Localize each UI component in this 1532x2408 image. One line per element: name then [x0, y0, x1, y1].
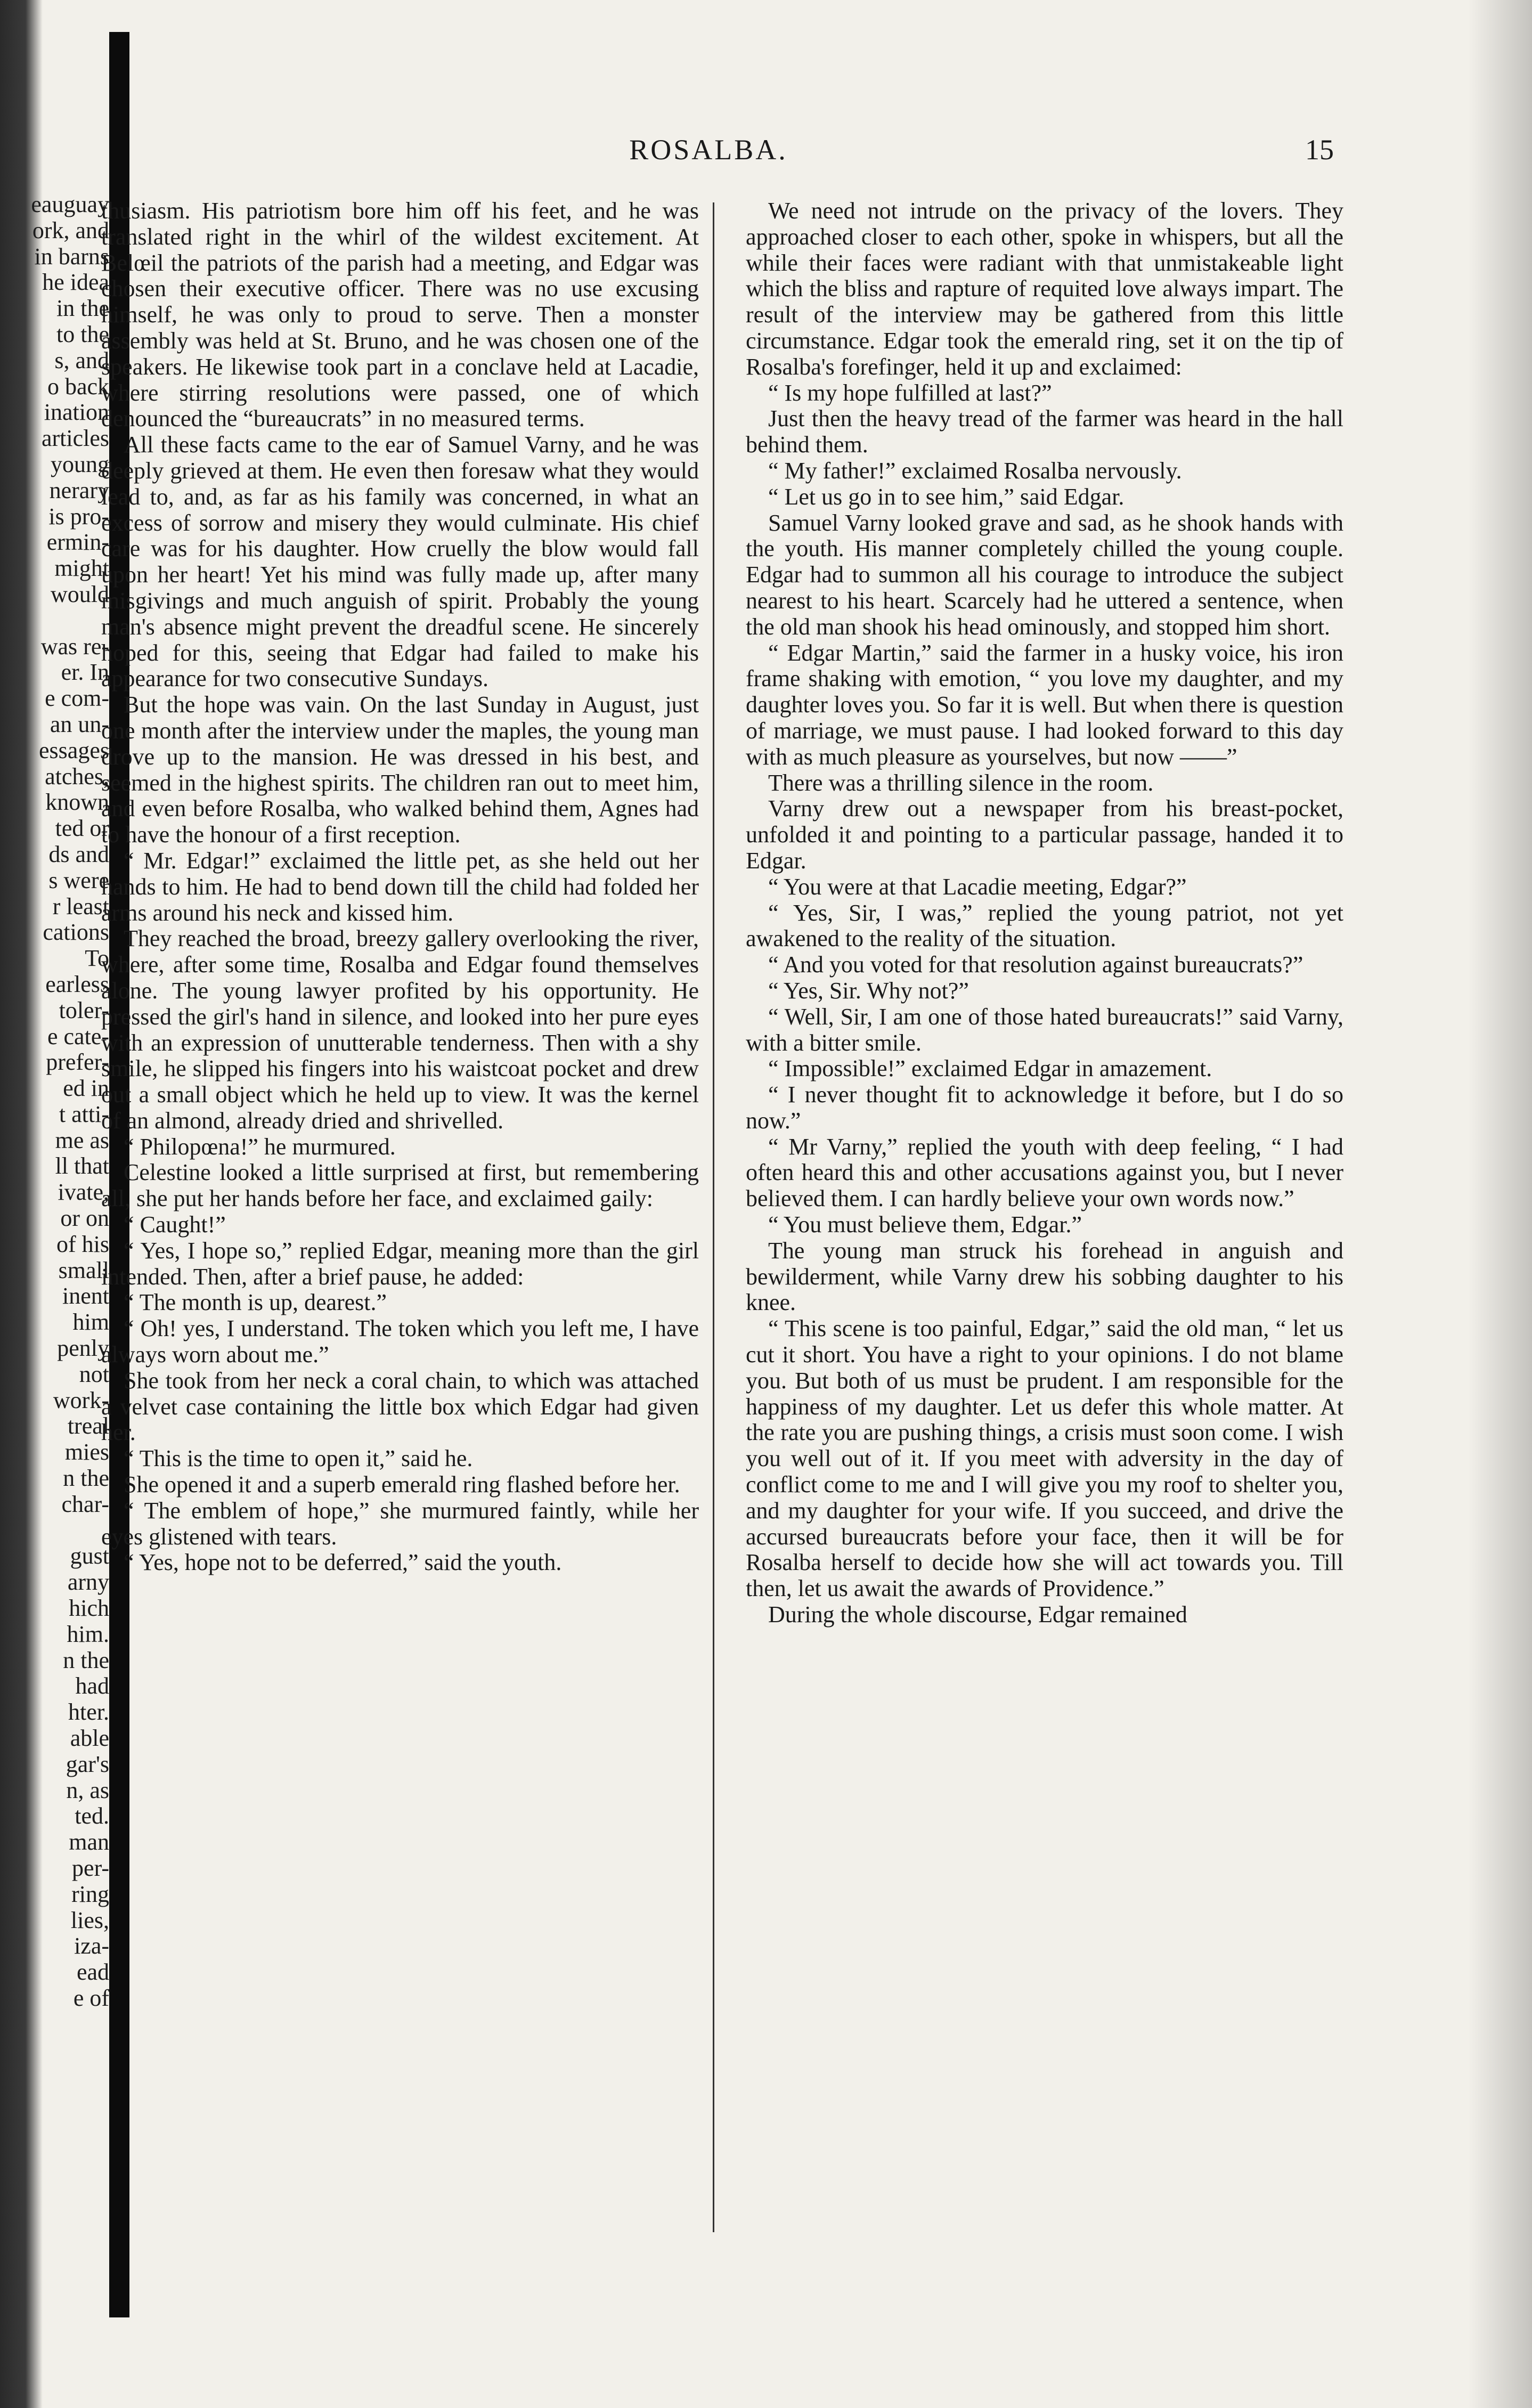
spine-fragment: prefer- — [46, 1049, 109, 1076]
spine-fragment: iza- — [74, 1933, 109, 1959]
running-head: ROSALBA. — [629, 134, 788, 166]
spine-fragment: in barns — [34, 243, 109, 270]
spine-fragment: might — [54, 555, 109, 582]
spine-fragment: inent — [62, 1283, 109, 1309]
paragraph: “ Mr Varny,” replied the youth with deep feeling, “ I had often heard this and other accusations against you, but I never believed them. I can hardly believe your own words now.” — [746, 1133, 1343, 1212]
spine-fragment: hter. — [68, 1699, 109, 1726]
spine-fragment: er. In — [61, 659, 109, 686]
spine-fragment: not — [79, 1361, 109, 1387]
spine-fragment: essages — [39, 737, 109, 763]
spine-fragment: atches, — [45, 763, 109, 790]
spine-fragment: cations — [43, 919, 109, 946]
paragraph: “ Impossible!” exclaimed Edgar in amazement. — [768, 1055, 1212, 1082]
paragraph: “ Yes, I hope so,” replied Edgar, meaning more than the girl intended. Then, after a brief pause, he added: — [101, 1237, 699, 1290]
spine-fragment: articles — [41, 425, 109, 452]
spine-fragment: To — [85, 945, 109, 972]
paragraph: “ This scene is too painful, Edgar,” said the old man, “ let us cut it short. You have a right to your opinions. I do not blame you. But both of us must be prudent. I am responsible for the happiness of my daughter. Let us defer this whole matter. At the rate you are pushing things, a crisis must soon come. I wish you well out of it. If you meet with adversity in the day of conflict come to me and I will give you my roof to shelter you, and my daughter for your wife. If you succeed, and drive the accursed bureaucrats before your face, then it will be for Rosalba herself to decide how she will act towards you. Till then, let us await the awards of Providence.” — [746, 1315, 1343, 1602]
paragraph: “ Mr. Edgar!” exclaimed the little pet, as she held out her hands to him. He had to bend down till the child had folded her arms around his neck and kissed him. — [101, 847, 699, 926]
paragraph: “ You must believe them, Edgar.” — [768, 1211, 1082, 1238]
spine-fragment: ted. — [75, 1803, 109, 1829]
spine-fragment: r least — [52, 893, 109, 920]
spine-fragment: was re- — [40, 633, 109, 660]
spine-fragment: hich — [69, 1595, 109, 1622]
page-number: 15 — [1305, 134, 1334, 166]
paragraph: There was a thrilling silence in the room. — [768, 769, 1154, 796]
paragraph: “ Caught!” — [124, 1211, 226, 1238]
right-column — [746, 198, 1343, 1628]
spine-fragment: penly — [57, 1335, 109, 1362]
spine-fragment: lies, — [70, 1907, 109, 1933]
paragraph: She took from her neck a coral chain, to which was attached a velvet case containing the little box which Edgar had given her. — [101, 1367, 699, 1446]
paragraph: “ This is the time to open it,” said he. — [124, 1445, 473, 1472]
spine-fragment: arny — [67, 1569, 109, 1596]
spine-fragment: he idea — [42, 269, 109, 296]
spine-fragment: e com- — [45, 685, 109, 712]
spine-fragment: is pro- — [48, 503, 109, 530]
spine-fragment: t atti- — [59, 1101, 109, 1127]
spine-fragment: ll that — [55, 1153, 109, 1179]
spine-fragment: gust — [70, 1543, 109, 1569]
paragraph: Celestine looked a little surprised at first, but remembering all, she put her hands before her face, and exclaimed gaily: — [101, 1159, 699, 1212]
spine-fragment: work- — [53, 1387, 109, 1413]
spine-fragment: me as — [55, 1127, 109, 1153]
spine-fragment — [0, 608, 109, 634]
paragraph: We need not intrude on the privacy of the lovers. They approached closer to each other, spoke in whispers, but all the while their faces were radiant with that unmistakeable light which the bliss and rapture of requited love always impart. The result of the interview may be gathered from this little circumstance. Edgar took the emerald ring, set it on the tip of Rosalba's forefinger, held it up and exclaimed: — [746, 198, 1343, 380]
spine-fragment: small — [58, 1257, 109, 1283]
paragraph: “ The emblem of hope,” she murmured faintly, while her eyes glistened with tears. — [101, 1497, 699, 1550]
spine-fragment: n the — [63, 1465, 109, 1492]
paragraph: Just then the heavy tread of the farmer was heard in the hall behind them. — [746, 405, 1343, 458]
paragraph: thusiasm. His patriotism bore him off his feet, and he was translated right in the whirl of the wildest excitement. At Belœil the patriots of the parish had a meeting, and Edgar was chosen their executive officer. There was no use excusing himself, he was only to proud to serve. Then a monster assembly was held at St. Bruno, and he was chosen one of the speakers. He likewise took part in a conclave held at Lacadie, where stirring resolutions were passed, one of which denounced the “bureaucrats” in no measured terms. — [101, 198, 699, 432]
spine-fragment: nerary — [49, 477, 109, 503]
spine-fragment: treal — [67, 1413, 109, 1439]
paragraph: During the whole discourse, Edgar remained — [768, 1601, 1187, 1628]
paragraph: They reached the broad, breezy gallery overlooking the river, where, after some time, Rosalba and Edgar found themselves alone. The young lawyer profited by his opportunity. He pressed the girl's hand in silence, and looked into her pure eyes with an expression of unutterable tenderness. Then with a shy smile, he slipped his fingers into his waistcoat pocket and drew out a small object which he held up to view. It was the kernel of an almond, already dried and shrivelled. — [101, 925, 699, 1134]
spine-fragment: ivate, — [58, 1179, 109, 1206]
spine-fragment: an un- — [50, 711, 109, 737]
paragraph: “ Is my hope fulfilled at last?” — [768, 379, 1052, 406]
previous-page-fragments — [0, 192, 109, 2301]
spine-fragment: ead — [76, 1959, 109, 1986]
paragraph: “ Yes, Sir, I was,” replied the young patriot, not yet awakened to the reality of the situation. — [746, 899, 1343, 952]
paragraph: Varny drew out a newspaper from his breast-pocket, unfolded it and pointing to a particular passage, handed it to Edgar. — [746, 795, 1343, 874]
spine-fragment: him. — [67, 1621, 109, 1647]
spine-fragment: ermin- — [46, 529, 109, 556]
paragraph: “ Philopœna!” he murmured. — [124, 1133, 396, 1160]
spine-fragment: n, as — [66, 1777, 109, 1803]
paragraph: But the hope was vain. On the last Sunday in August, just one month after the interview under the maples, the young man drove up to the mansion. He was dressed in his best, and seemed in the highest spirits. The children ran out to meet him, and even before Rosalba, who walked behind them, Agnes had to have the honour of a first reception. — [101, 692, 699, 848]
paragraph: “ Let us go in to see him,” said Edgar. — [768, 483, 1124, 510]
paragraph: “ Yes, Sir. Why not?” — [768, 977, 969, 1004]
spine-fragment: s, and — [54, 347, 109, 373]
spine-fragment: per- — [72, 1855, 109, 1881]
spine-fragment: gar's — [66, 1751, 109, 1777]
paragraph: The young man struck his forehead in anguish and bewilderment, while Varny drew his sobbing daughter to his knee. — [746, 1237, 1343, 1316]
spine-fragment: eauguay — [31, 192, 109, 217]
paragraph: “ My father!” exclaimed Rosalba nervously. — [768, 457, 1182, 484]
spine-fragment: young — [51, 451, 109, 477]
spine-fragment: o back — [47, 373, 109, 400]
spine-fragment: ed in — [63, 1075, 109, 1102]
spine-fragment: earless — [45, 971, 109, 997]
spine-fragment: e of — [73, 1984, 109, 2011]
spine-fragment: of his — [56, 1231, 109, 1257]
spine-fragment: e cate- — [47, 1023, 109, 1050]
paragraph: “ Edgar Martin,” said the farmer in a husky voice, his iron frame shaking with emotion, “ you love my daughter, and my daughter loves you. So far it is well. But when there is question of marriage, we must pause. I had looked forward to this day with as much pleasure as yourselves, but now ——” — [746, 639, 1343, 770]
spine-fragment: s were — [48, 867, 109, 893]
spine-fragment: ring — [71, 1881, 109, 1907]
paragraph: “ Well, Sir, I am one of those hated bureaucrats!” said Varny, with a bitter smile. — [746, 1003, 1343, 1056]
paragraph: Samuel Varny looked grave and sad, as he shook hands with the youth. His manner completely chilled the young couple. Edgar had to summon all his courage to introduce the subject nearest to his heart. Scarcely had he uttered a sentence, when the old man shook his head ominously, and stopped him short. — [746, 509, 1343, 640]
spine-fragment: known — [45, 789, 109, 816]
paragraph: “ I never thought fit to acknowledge it before, but I do so now.” — [746, 1081, 1343, 1134]
spine-fragment: char- — [61, 1491, 109, 1517]
spine-fragment: had — [75, 1673, 109, 1699]
spine-fragment — [0, 1518, 109, 1544]
spine-fragment: ination — [44, 399, 109, 426]
spine-fragment: man — [69, 1829, 109, 1856]
paragraph: “ The month is up, dearest.” — [124, 1289, 387, 1316]
paragraph: “ And you voted for that resolution against bureaucrats?” — [768, 951, 1303, 978]
spine-fragment: would — [51, 581, 109, 607]
paragraph: “ You were at that Lacadie meeting, Edgar?” — [768, 873, 1187, 900]
spine-fragment: ork, and — [32, 217, 109, 243]
page-edge-smudge — [1468, 0, 1532, 2408]
spine-fragment: in the — [56, 295, 109, 322]
spine-fragment: mies — [64, 1439, 109, 1466]
spine-fragment: ds and — [48, 841, 109, 867]
paragraph: She opened it and a superb emerald ring flashed before her. — [124, 1471, 680, 1498]
spine-fragment: or on — [60, 1205, 109, 1232]
spine-fragment: to the — [56, 321, 109, 347]
spine-fragment: him — [72, 1309, 109, 1336]
column-rule — [713, 202, 714, 2232]
paragraph: All these facts came to the ear of Samuel Varny, and he was deeply grieved at them. He even then foresaw what they would lead to, and, as far as his family was concerned, in what an excess of sorrow and misery they would culminate. His chief care was for his daughter. How cruelly the blow would fall upon her heart! Yet his mind was fully made up, after many misgivings and much anguish of spirit. Probably the young man's absence might prevent the dreadful scene. He sincerely hoped for this, seeing that Edgar had failed to make his appearance for two consecutive Sundays. — [101, 432, 699, 692]
spine-fragment: n the — [63, 1647, 109, 1673]
spine-fragment: toler- — [59, 997, 109, 1023]
left-column — [101, 198, 699, 1576]
paragraph: “ Yes, hope not to be deferred,” said the youth. — [124, 1549, 562, 1576]
paragraph: “ Oh! yes, I understand. The token which you left me, I have always worn about me.” — [101, 1315, 699, 1368]
spine-fragment: ted or — [55, 815, 109, 842]
spine-fragment: able — [70, 1725, 109, 1752]
